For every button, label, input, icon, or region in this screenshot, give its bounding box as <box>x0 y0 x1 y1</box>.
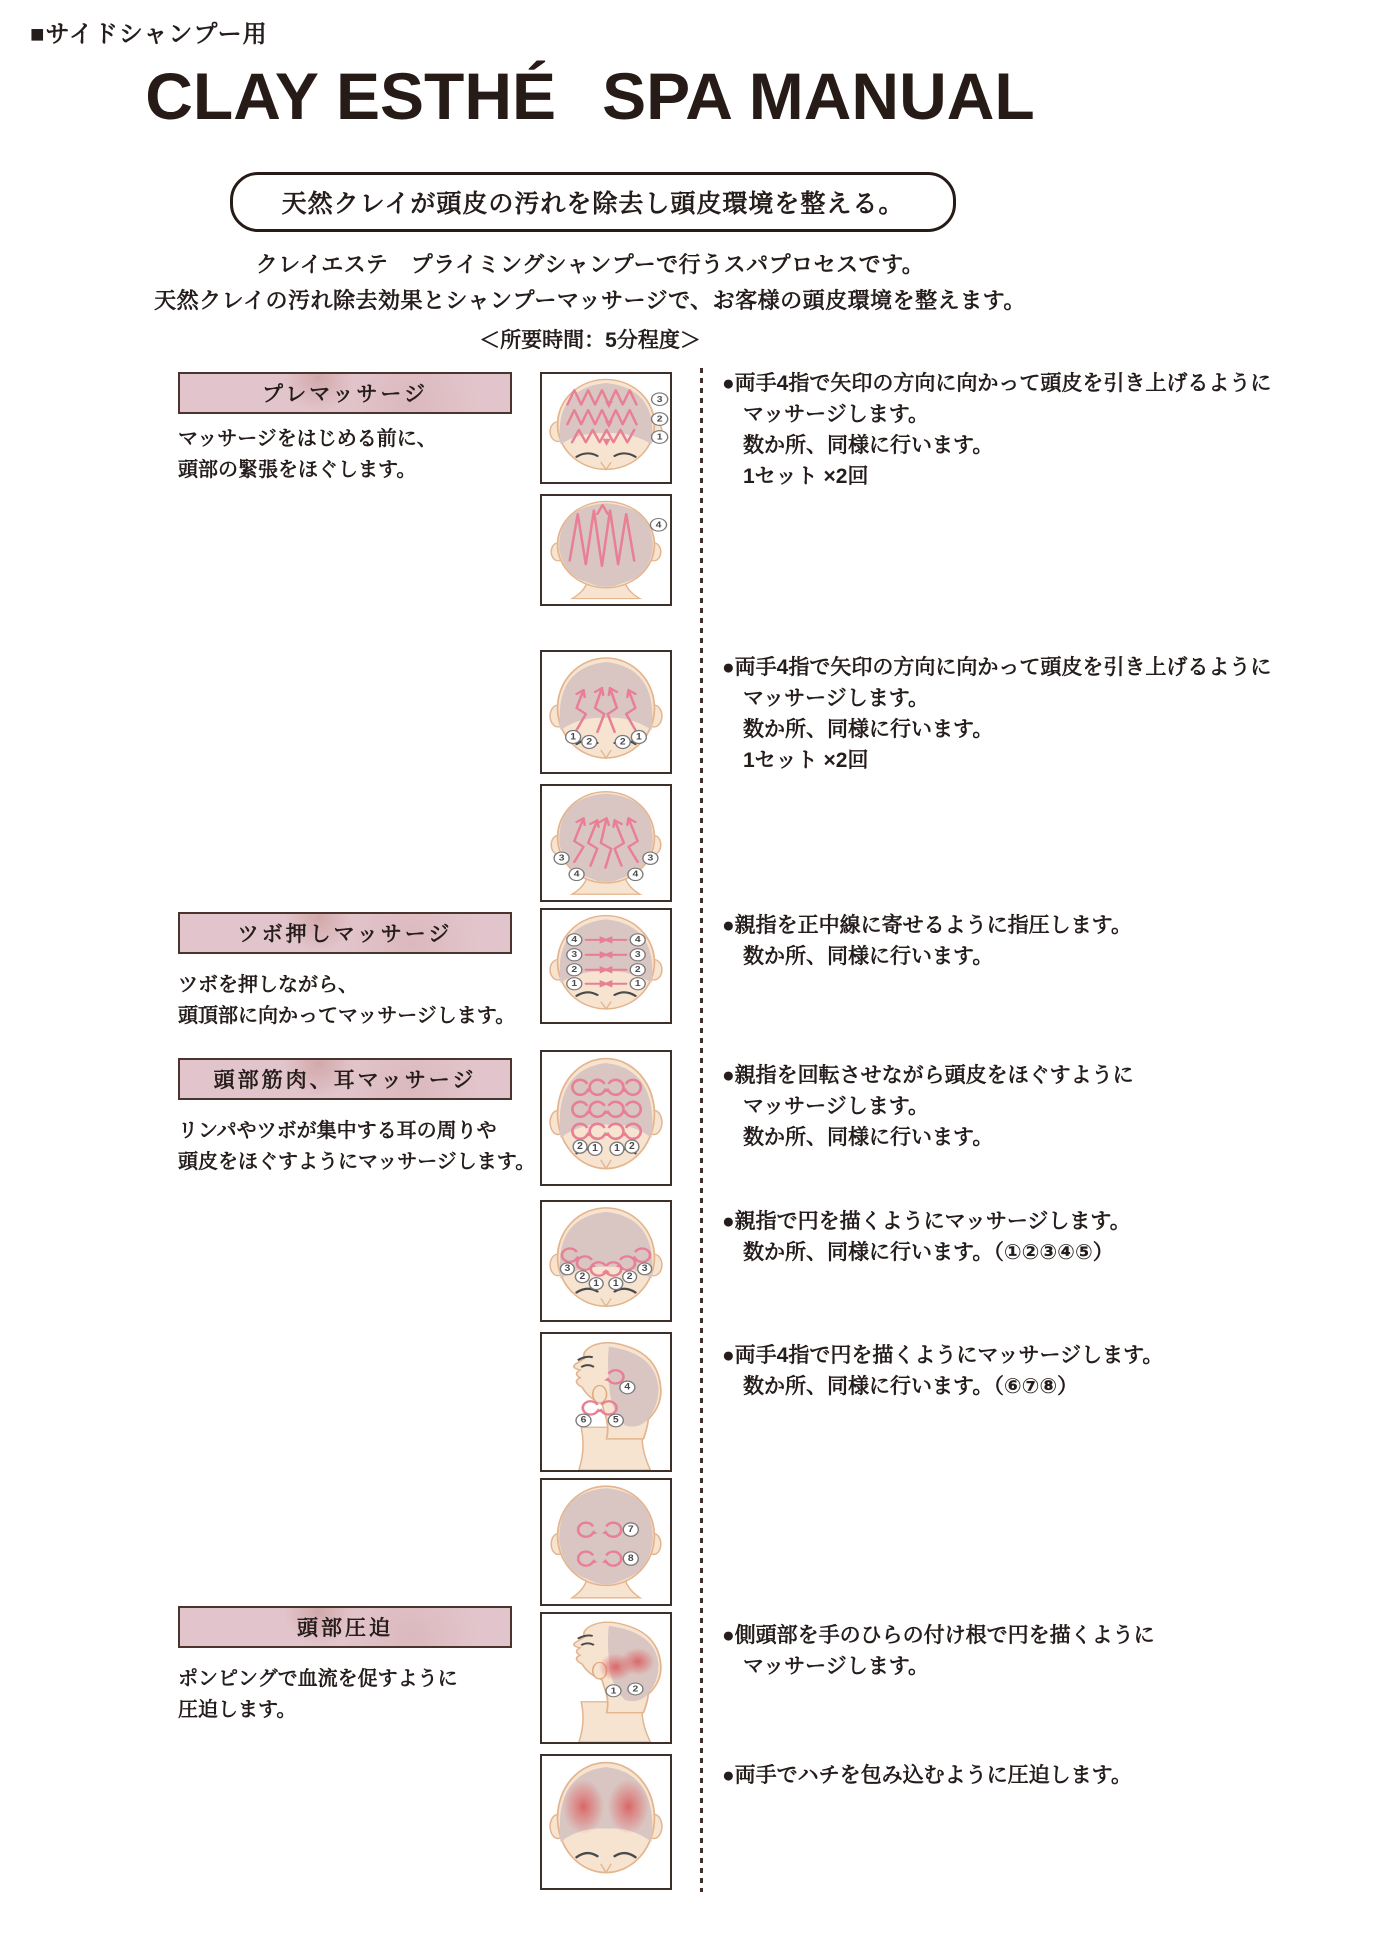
svg-text:3: 3 <box>558 853 565 864</box>
svg-text:2: 2 <box>632 1684 639 1694</box>
svg-text:1: 1 <box>612 1278 619 1289</box>
svg-text:2: 2 <box>629 1141 635 1152</box>
instruction-tsubo-massage: ●親指を正中線に寄せるように指圧します。 数か所、同様に行います。 <box>722 914 1133 968</box>
svg-text:2: 2 <box>577 1141 583 1152</box>
svg-text:3: 3 <box>571 949 578 960</box>
svg-text:1: 1 <box>571 978 578 989</box>
svg-text:8: 8 <box>627 1553 634 1564</box>
illustration-top-rotation-arrows <box>540 1050 672 1186</box>
instruction-muscle-massage-2: ●親指で円を描くようにマッサージします。 数か所、同様に行います。（①②③④⑤） <box>722 1210 1131 1264</box>
svg-text:1: 1 <box>635 731 642 743</box>
svg-text:2: 2 <box>619 736 626 748</box>
section-description-muscle-ear-massage: リンパやツボが集中する耳の周りや 頭皮をほぐすようにマッサージします。 <box>178 1120 536 1173</box>
section-description-tsubo-massage: ツボを押しながら、 頭頂部に向かってマッサージします。 <box>178 974 516 1027</box>
illustration-top-pressure-areas <box>540 1754 672 1890</box>
page-title-brand: CLAY ESTHÉ <box>145 59 557 133</box>
svg-text:4: 4 <box>624 1382 631 1393</box>
svg-text:3: 3 <box>647 853 654 864</box>
section-header-muscle-ear-massage: 頭部筋肉、耳マッサージ <box>178 1058 512 1100</box>
category-tag: ■サイドシャンプー用 <box>30 21 268 48</box>
intro-line-2: 天然クレイの汚れ除去効果とシャンプーマッサージで、お客様の頭皮環境を整えます。 <box>154 288 1026 313</box>
svg-text:2: 2 <box>634 964 641 975</box>
svg-text:1: 1 <box>656 432 663 442</box>
illustration-front-circle-arrows <box>540 1200 672 1322</box>
svg-text:2: 2 <box>656 414 663 424</box>
illustration-back-zigzag <box>540 494 672 606</box>
svg-text:3: 3 <box>641 1263 648 1274</box>
svg-text:1: 1 <box>610 1686 617 1696</box>
intro-line-1: クレイエステ プライミングシャンプーで行うスパプロセスです。 <box>255 252 925 277</box>
svg-text:2: 2 <box>579 1271 586 1282</box>
instruction-muscle-massage-1: ●親指を回転させながら頭皮をほぐすように マッサージします。 数か所、同様に行います。 <box>722 1064 1134 1149</box>
section-header-tsubo-massage: ツボ押しマッサージ <box>178 912 512 954</box>
svg-text:3: 3 <box>564 1263 571 1274</box>
dotted-divider <box>700 368 703 1892</box>
section-description-head-compression: ポンピングで血流を促すように 圧迫します。 <box>178 1668 458 1721</box>
illustration-back-lightning <box>540 784 672 902</box>
illustration-back-circle-arrows <box>540 1478 672 1606</box>
svg-text:1: 1 <box>592 1143 598 1155</box>
illustration-top-zigzag <box>540 372 672 484</box>
section-description-pre-massage: マッサージをはじめる前に、 頭部の緊張をほぐします。 <box>178 428 437 481</box>
instruction-head-compression-1: ●側頭部を手のひらの付け根で円を描くように マッサージします。 <box>722 1624 1155 1678</box>
svg-text:3: 3 <box>656 394 663 404</box>
headline-banner: 天然クレイが頭皮の汚れを除去し頭皮環境を整える。 <box>230 172 956 232</box>
illustration-side-pressure-points <box>540 1612 672 1744</box>
page-title-suffix: SPA MANUAL <box>602 59 1035 133</box>
page-title <box>0 58 1180 134</box>
instruction-pre-massage-2: ●両手4指で矢印の方向に向かって頭皮を引き上げるように マッサージします。 数か所、同様に行います。 1セット ×2回 <box>722 656 1272 772</box>
svg-text:3: 3 <box>634 949 641 960</box>
illustration-top-inward-arrows <box>540 908 672 1024</box>
section-header-pre-massage: プレマッサージ <box>178 372 512 414</box>
duration-note: ＜所要時間：5分程度＞ <box>479 329 701 352</box>
svg-text:4: 4 <box>655 520 662 530</box>
svg-text:7: 7 <box>627 1524 634 1535</box>
instruction-head-compression-2: ●両手でハチを包み込むように圧迫します。 <box>722 1764 1133 1787</box>
svg-text:1: 1 <box>570 731 577 743</box>
svg-text:4: 4 <box>573 869 580 880</box>
svg-text:1: 1 <box>614 1143 620 1155</box>
svg-text:2: 2 <box>586 736 593 748</box>
svg-text:6: 6 <box>580 1415 587 1426</box>
svg-text:1: 1 <box>593 1278 600 1289</box>
svg-text:4: 4 <box>632 869 639 880</box>
svg-text:2: 2 <box>626 1271 633 1282</box>
instruction-muscle-massage-3: ●両手4指で円を描くようにマッサージします。 数か所、同様に行います。（⑥⑦⑧） <box>722 1344 1164 1398</box>
illustration-side-circle-arrows <box>540 1332 672 1472</box>
svg-text:4: 4 <box>634 934 641 945</box>
svg-text:1: 1 <box>634 978 641 989</box>
svg-text:2: 2 <box>571 964 578 975</box>
svg-text:4: 4 <box>571 934 578 945</box>
instruction-pre-massage-1: ●両手4指で矢印の方向に向かって頭皮を引き上げるように マッサージします。 数か所、同様に行います。 1セット ×2回 <box>722 372 1272 488</box>
section-header-head-compression: 頭部圧迫 <box>178 1606 512 1648</box>
illustration-top-lightning <box>540 650 672 774</box>
svg-text:5: 5 <box>612 1415 619 1426</box>
